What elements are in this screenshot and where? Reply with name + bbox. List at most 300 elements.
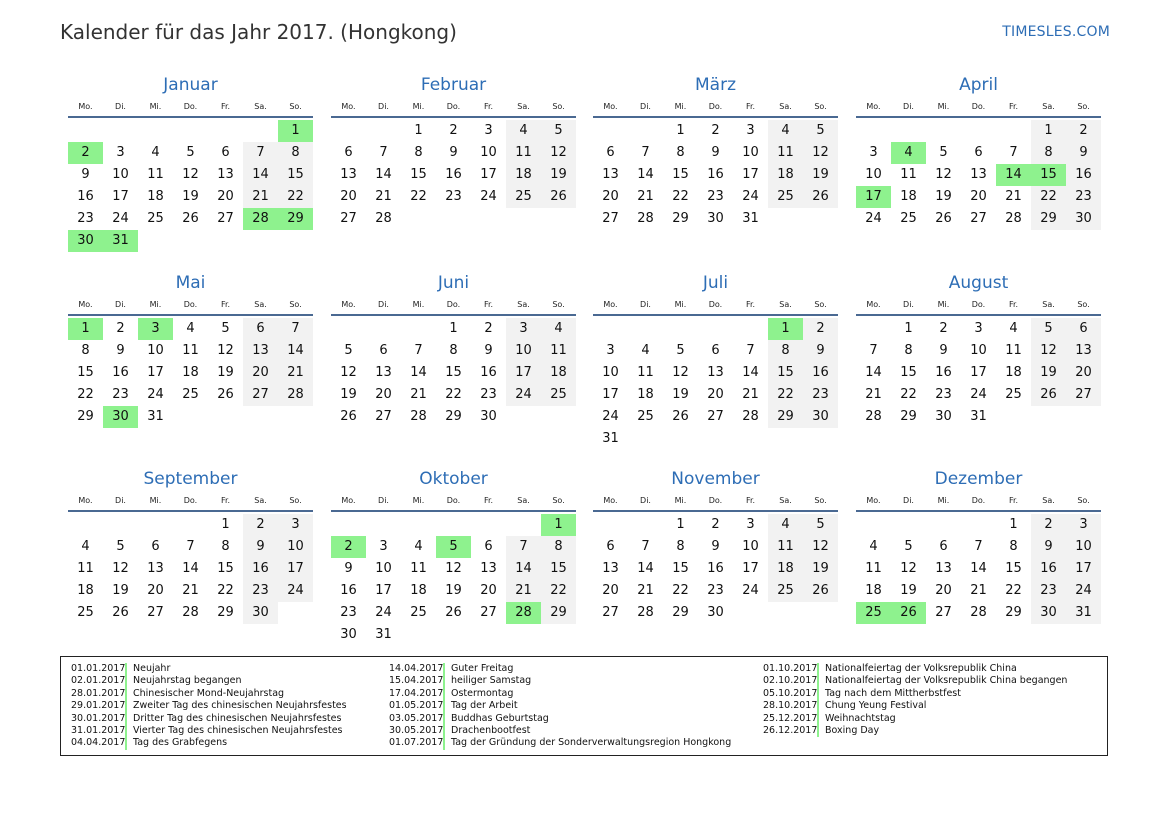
day-cell: 30 (803, 406, 838, 428)
day-cell: 17 (112, 189, 129, 204)
holiday-name: Tag des Grabfegens (133, 737, 228, 749)
empty-day-cell (331, 318, 366, 340)
week-row (331, 406, 576, 428)
day-cell: 8 (278, 142, 313, 164)
day-cell: 19 (672, 387, 689, 402)
empty-day-cell (208, 406, 243, 428)
day-cell: 13 (147, 561, 164, 576)
day-cell: 28 (1005, 211, 1022, 226)
week-row (68, 340, 313, 362)
day-cell: 20 (602, 583, 619, 598)
day-cell: 17 (147, 365, 164, 380)
day-cell: 3 (506, 318, 541, 340)
holiday-name: Guter Freitag (451, 663, 514, 674)
weekday-label: Mo. (866, 496, 881, 505)
weekday-label: Mi. (674, 300, 687, 309)
week-row (856, 318, 1101, 340)
day-cell: 7 (641, 539, 650, 554)
holiday-date: 30.05.2017 (389, 724, 444, 736)
day-cell: 16 (1031, 558, 1066, 580)
day-cell: 22 (410, 189, 427, 204)
empty-day-cell (471, 208, 506, 230)
month-divider (331, 510, 576, 512)
day-cell: 29 (1031, 208, 1066, 230)
empty-day-cell (926, 120, 961, 142)
day-cell: 17 (480, 167, 497, 182)
weekday-label: Di. (903, 496, 914, 505)
empty-day-cell (436, 514, 471, 536)
day-cell: 17 (506, 362, 541, 384)
day-cell: 21 (410, 387, 427, 402)
holiday-marker (817, 725, 819, 737)
day-cell: 19 (445, 583, 462, 598)
month-name: Juni (437, 273, 470, 293)
day-cell: 7 (1009, 145, 1018, 160)
day-cell: 5 (803, 514, 838, 536)
holiday-marker (817, 713, 819, 725)
day-cell: 27 (707, 409, 724, 424)
week-row (68, 120, 313, 142)
weekday-label: Di. (640, 300, 651, 309)
day-cell: 16 (340, 583, 357, 598)
weekday-label: Di. (115, 496, 126, 505)
day-cell: 8 (676, 539, 685, 554)
day-cell: 22 (445, 387, 462, 402)
weekday-label: Sa. (517, 300, 530, 309)
day-cell: 24 (970, 387, 987, 402)
day-cell: 22 (1031, 186, 1066, 208)
day-cell: 23 (340, 605, 357, 620)
weekday-label: Fr. (1008, 102, 1019, 111)
week-row (593, 142, 838, 164)
weekday-label: Di. (640, 496, 651, 505)
week-row (331, 536, 576, 558)
empty-day-cell (138, 120, 173, 142)
holiday-marker (125, 737, 127, 749)
day-cell: 8 (414, 145, 423, 160)
day-cell: 18 (1005, 365, 1022, 380)
holiday-name: Tag der Arbeit (451, 700, 518, 712)
day-cell: 23 (1066, 186, 1101, 208)
weekday-label: Fr. (745, 102, 756, 111)
day-cell: 1 (1009, 517, 1018, 532)
legend-row (71, 663, 347, 675)
weekday-label: Mo. (603, 496, 618, 505)
week-row (856, 164, 1101, 186)
empty-day-cell (856, 318, 891, 340)
day-cell: 23 (707, 583, 724, 598)
day-cell: 17 (742, 167, 759, 182)
day-cell: 31 (375, 627, 392, 642)
weekday-header (68, 494, 313, 508)
day-cell: 30 (103, 406, 138, 428)
weekday-label: Mi. (149, 102, 162, 111)
week-row (593, 120, 838, 142)
month-divider (856, 116, 1101, 118)
week-row (68, 142, 313, 164)
legend-column-3 (763, 663, 1067, 737)
holiday-name: Dritter Tag des chinesischen Neujahrsfestes (133, 712, 342, 724)
day-cell: 11 (768, 142, 803, 164)
day-cell: 5 (221, 321, 230, 336)
weekday-label: Do. (708, 300, 723, 309)
day-cell: 27 (602, 211, 619, 226)
day-cell: 1 (414, 123, 423, 138)
day-cell: 28 (637, 211, 654, 226)
day-cell: 20 (147, 583, 164, 598)
empty-day-cell (593, 120, 628, 142)
empty-day-cell (733, 318, 768, 340)
weekday-label: Mo. (866, 102, 881, 111)
month-name: Juli (702, 273, 729, 293)
day-cell: 20 (480, 583, 497, 598)
day-cell: 14 (410, 365, 427, 380)
empty-day-cell (366, 514, 401, 536)
day-cell: 22 (672, 583, 689, 598)
empty-day-cell (628, 318, 663, 340)
day-cell: 28 (970, 605, 987, 620)
day-cell: 26 (182, 211, 199, 226)
day-cell: 28 (410, 409, 427, 424)
weekday-label: Di. (115, 102, 126, 111)
day-cell: 13 (707, 365, 724, 380)
month-divider (593, 314, 838, 316)
weekday-header (331, 494, 576, 508)
holiday-marker (443, 675, 445, 687)
empty-day-cell (926, 514, 961, 536)
day-cell: 18 (865, 583, 882, 598)
day-cell: 18 (541, 362, 576, 384)
day-cell: 5 (803, 120, 838, 142)
empty-day-cell (856, 120, 891, 142)
day-grid (331, 318, 576, 428)
day-cell: 29 (900, 409, 917, 424)
day-cell: 25 (541, 384, 576, 406)
empty-day-cell (593, 514, 628, 536)
week-row (593, 362, 838, 384)
day-cell: 16 (77, 189, 94, 204)
holiday-name: Neujahrstag begangen (133, 675, 242, 687)
day-cell: 31 (147, 409, 164, 424)
day-cell: 28 (506, 602, 541, 624)
legend-row (389, 688, 731, 700)
week-row (856, 362, 1101, 384)
empty-day-cell (138, 230, 173, 252)
day-cell: 1 (278, 120, 313, 142)
empty-day-cell (733, 602, 768, 624)
day-cell: 18 (410, 583, 427, 598)
day-cell: 20 (243, 362, 278, 384)
day-cell: 24 (1066, 580, 1101, 602)
day-cell: 6 (379, 343, 388, 358)
weekday-label: Do. (446, 496, 461, 505)
day-cell: 9 (449, 145, 458, 160)
day-cell: 8 (541, 536, 576, 558)
month-divider (593, 510, 838, 512)
weekday-label: So. (1077, 102, 1090, 111)
empty-day-cell (996, 406, 1031, 428)
day-cell: 1 (904, 321, 913, 336)
month-2 (331, 74, 576, 230)
day-cell: 4 (869, 539, 878, 554)
day-cell: 25 (1005, 387, 1022, 402)
day-cell: 10 (375, 561, 392, 576)
day-cell: 1 (676, 123, 685, 138)
holiday-date: 02.01.2017 (71, 675, 126, 687)
month-name: Dezember (934, 469, 1023, 489)
empty-day-cell (663, 318, 698, 340)
holiday-name: Chinesischer Mond-Neujahrstag (133, 687, 285, 699)
week-row (856, 602, 1101, 624)
day-cell: 11 (77, 561, 94, 576)
weekday-label: So. (814, 300, 827, 309)
month-6 (331, 272, 576, 428)
day-cell: 26 (891, 602, 926, 624)
holiday-name: Chung Yeung Festival (825, 700, 927, 712)
holiday-marker (443, 725, 445, 737)
day-cell: 5 (904, 539, 913, 554)
holiday-date: 17.04.2017 (389, 687, 444, 699)
holiday-name: Buddhas Geburtstag (451, 712, 549, 724)
day-cell: 10 (865, 167, 882, 182)
week-row (331, 120, 576, 142)
day-cell: 19 (803, 558, 838, 580)
month-name: Mai (175, 273, 206, 293)
weekday-header (593, 100, 838, 114)
legend-row (71, 675, 347, 687)
week-row (331, 362, 576, 384)
day-cell: 24 (278, 580, 313, 602)
day-cell: 16 (707, 561, 724, 576)
holiday-date: 25.12.2017 (763, 712, 818, 724)
day-cell: 24 (742, 583, 759, 598)
day-cell: 27 (480, 605, 497, 620)
week-row (593, 428, 838, 450)
day-cell: 28 (637, 605, 654, 620)
empty-day-cell (506, 406, 541, 428)
day-cell: 18 (768, 164, 803, 186)
day-cell: 25 (768, 186, 803, 208)
empty-day-cell (891, 120, 926, 142)
day-cell: 2 (449, 123, 458, 138)
day-cell: 21 (742, 387, 759, 402)
weekday-label: Do. (971, 496, 986, 505)
day-cell: 29 (672, 605, 689, 620)
day-cell: 31 (742, 211, 759, 226)
weekday-header (331, 100, 576, 114)
day-cell: 22 (768, 384, 803, 406)
weekday-label: Fr. (745, 496, 756, 505)
holiday-name: Tag nach dem Mittherbstfest (825, 687, 961, 699)
empty-day-cell (663, 428, 698, 450)
weekday-label: So. (1077, 496, 1090, 505)
weekday-label: Sa. (779, 496, 792, 505)
day-cell: 3 (746, 517, 755, 532)
day-cell: 10 (742, 145, 759, 160)
weekday-label: Di. (640, 102, 651, 111)
day-cell: 19 (340, 387, 357, 402)
day-cell: 27 (1066, 384, 1101, 406)
weekday-label: Mo. (603, 300, 618, 309)
month-name: Januar (163, 75, 218, 95)
page-title: Kalender für das Jahr 2017. (Hongkong) (60, 20, 457, 44)
weekday-label: Do. (183, 496, 198, 505)
weekday-label: Mi. (412, 300, 425, 309)
day-cell: 4 (506, 120, 541, 142)
day-cell: 8 (1031, 142, 1066, 164)
day-cell: 26 (935, 211, 952, 226)
week-row (68, 362, 313, 384)
day-cell: 27 (217, 211, 234, 226)
weekday-label: Fr. (745, 300, 756, 309)
day-cell: 5 (1031, 318, 1066, 340)
day-cell: 21 (375, 189, 392, 204)
day-cell: 6 (711, 343, 720, 358)
day-cell: 14 (375, 167, 392, 182)
day-cell: 7 (506, 536, 541, 558)
weekday-label: So. (814, 102, 827, 111)
holiday-name: Neujahr (133, 663, 171, 674)
day-cell: 22 (217, 583, 234, 598)
week-row (593, 340, 838, 362)
day-cell: 26 (340, 409, 357, 424)
day-cell: 2 (711, 123, 720, 138)
weekday-header (68, 100, 313, 114)
month-name: Oktober (419, 469, 488, 489)
empty-day-cell (768, 602, 803, 624)
empty-day-cell (243, 230, 278, 252)
day-cell: 4 (414, 539, 423, 554)
day-cell: 22 (541, 580, 576, 602)
weekday-label: Di. (378, 300, 389, 309)
day-cell: 27 (935, 605, 952, 620)
day-cell: 11 (410, 561, 427, 576)
day-cell: 3 (484, 123, 493, 138)
week-row (593, 602, 838, 624)
day-cell: 20 (340, 189, 357, 204)
week-row (68, 536, 313, 558)
day-cell: 9 (803, 340, 838, 362)
day-cell: 25 (856, 602, 891, 624)
day-cell: 2 (1066, 120, 1101, 142)
day-cell: 5 (541, 120, 576, 142)
day-cell: 30 (1031, 602, 1066, 624)
day-cell: 1 (221, 517, 230, 532)
legend-row (763, 688, 1067, 700)
weekday-label: Di. (903, 102, 914, 111)
legend-column-1 (71, 663, 347, 750)
weekday-label: Sa. (517, 496, 530, 505)
weekday-header (593, 494, 838, 508)
day-cell: 10 (506, 340, 541, 362)
weekday-label: So. (289, 300, 302, 309)
empty-day-cell (331, 120, 366, 142)
day-cell: 6 (606, 145, 615, 160)
day-cell: 22 (900, 387, 917, 402)
day-cell: 3 (869, 145, 878, 160)
day-cell: 28 (375, 211, 392, 226)
day-cell: 25 (147, 211, 164, 226)
day-cell: 3 (606, 343, 615, 358)
holiday-date: 01.05.2017 (389, 700, 444, 712)
week-row (68, 406, 313, 428)
day-grid (856, 514, 1101, 624)
month-name: August (948, 273, 1009, 293)
weekday-header (331, 298, 576, 312)
day-cell: 5 (676, 343, 685, 358)
day-cell: 22 (672, 189, 689, 204)
day-cell: 25 (637, 409, 654, 424)
day-cell: 7 (746, 343, 755, 358)
empty-day-cell (278, 406, 313, 428)
day-cell: 22 (278, 186, 313, 208)
day-cell: 12 (112, 561, 129, 576)
holiday-date: 02.10.2017 (763, 675, 818, 687)
week-row (68, 186, 313, 208)
day-cell: 1 (676, 517, 685, 532)
day-cell: 11 (637, 365, 654, 380)
empty-day-cell (173, 230, 208, 252)
day-cell: 7 (414, 343, 423, 358)
day-cell: 16 (803, 362, 838, 384)
day-cell: 17 (602, 387, 619, 402)
holiday-date: 01.10.2017 (763, 663, 818, 674)
week-row (331, 142, 576, 164)
day-cell: 10 (602, 365, 619, 380)
day-cell: 16 (707, 167, 724, 182)
day-cell: 16 (1066, 164, 1101, 186)
weekday-header (856, 298, 1101, 312)
week-row (856, 384, 1101, 406)
day-cell: 9 (939, 343, 948, 358)
day-grid (68, 514, 313, 624)
holiday-marker (817, 688, 819, 700)
day-cell: 17 (970, 365, 987, 380)
weekday-label: Do. (183, 300, 198, 309)
legend-row (389, 737, 731, 749)
day-cell: 6 (151, 539, 160, 554)
weekday-label: Do. (446, 102, 461, 111)
day-cell: 17 (856, 186, 891, 208)
day-cell: 28 (742, 409, 759, 424)
day-grid (856, 318, 1101, 428)
day-cell: 14 (637, 167, 654, 182)
day-cell: 9 (116, 343, 125, 358)
day-cell: 10 (480, 145, 497, 160)
day-cell: 15 (541, 558, 576, 580)
day-cell: 29 (278, 208, 313, 230)
legend-row (763, 725, 1067, 737)
empty-day-cell (856, 514, 891, 536)
weekday-label: Di. (378, 102, 389, 111)
empty-day-cell (506, 514, 541, 536)
day-cell: 21 (637, 583, 654, 598)
holiday-name: Ostermontag (451, 687, 514, 699)
day-cell: 19 (900, 583, 917, 598)
day-grid (331, 514, 576, 646)
month-name: September (143, 469, 238, 489)
week-row (856, 558, 1101, 580)
weekday-label: Sa. (779, 102, 792, 111)
day-cell: 21 (970, 583, 987, 598)
brand-link[interactable]: TIMESLES.COM (1002, 24, 1110, 40)
empty-day-cell (628, 514, 663, 536)
day-cell: 2 (243, 514, 278, 536)
empty-day-cell (436, 624, 471, 646)
weekday-label: Mi. (149, 496, 162, 505)
day-cell: 8 (1009, 539, 1018, 554)
weekday-label: Mi. (937, 102, 950, 111)
